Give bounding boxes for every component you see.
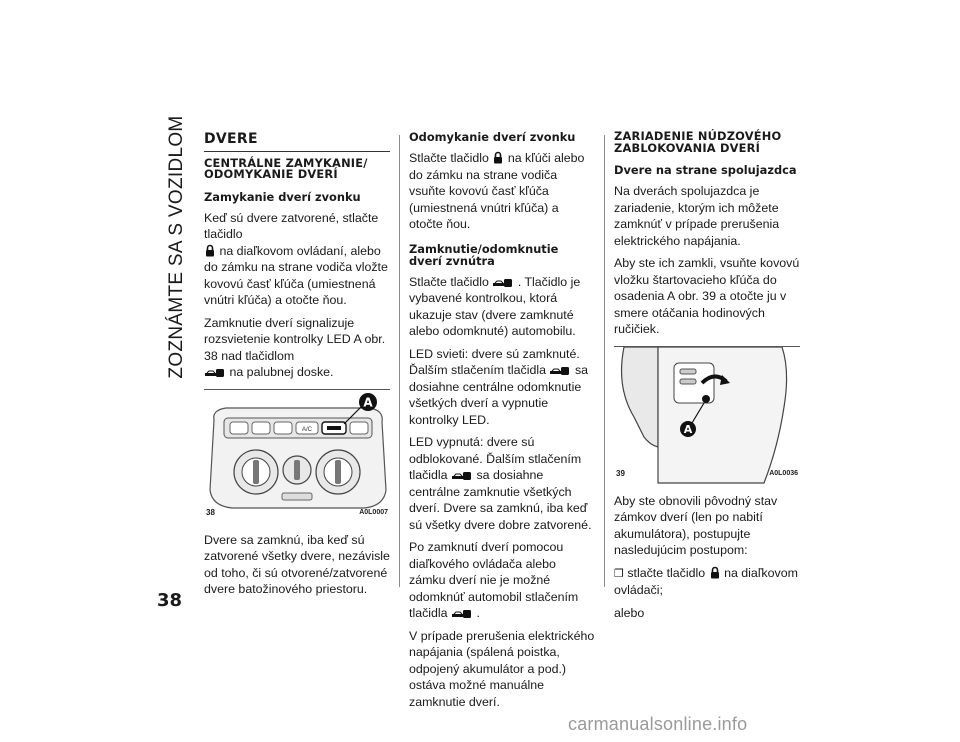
figure-number: 38 — [206, 508, 215, 517]
paragraph: Na dverách spolujazdca je zariadenie, ktorým ich môžete zamknúť v prípade prerušenia elektrického napájania. — [614, 184, 780, 248]
column-divider — [399, 135, 400, 587]
page-number: 38 — [157, 590, 183, 611]
subsection-heading: CENTRÁLNE ZAMYKANIE/ ODOMYKANIE DVERÍ — [204, 155, 368, 181]
paragraph: Aby ste ich zamkli, vsuňte kovovú vložku štartovacieho kľúča do osadenia A obr. 39 a otočte ju v smere otáčania hodinových ručičiek. — [614, 256, 800, 336]
paragraph: LED vypnutá: dvere sú odblokované. Ďalším stlačením tlačidla sa dosiahne centrálne zamknutie všetkých dverí. Dvere sa zamknú, iba keď sú všetky dvere dobre zatvorené. — [409, 435, 592, 532]
callout-a-label: A — [683, 422, 693, 436]
lock-icon — [205, 244, 215, 257]
lock-icon — [493, 151, 503, 164]
paragraph: LED svieti: dvere sú zamknuté. Ďalším stlačením tlačidla sa dosiahne centrálne odomknutie všetkých dverí a vypnutie kontrolky LED. — [409, 346, 589, 427]
paragraph: alebo — [614, 605, 645, 620]
callout-a-label: A — [363, 395, 373, 409]
paragraph: Aby ste obnovili pôvodný stav zámkov dverí (len po nabití akumulátora), postupujte nasledujúcim postupom: — [614, 493, 778, 557]
figure-38-dashboard — [204, 389, 390, 524]
bullet-item: ❒ stlačte tlačidlo na diaľkovom ovládači; — [614, 565, 798, 597]
paragraph: Stlačte tlačidlo . Tlačidlo je vybavené kontrolkou, ktorá ukazuje stav (dvere zamknuté alebo odomknuté) automobilu. — [409, 274, 581, 338]
watermark: carmanualsonline.info — [568, 714, 748, 734]
topic-heading: Zamykanie dverí zvonku — [204, 189, 361, 204]
paragraph: V prípade prerušenia elektrického napájania (spálená poistka, odpojený akumulátor a pod.) ostáva možné manuálne zamknutie dverí. — [409, 628, 595, 709]
topic-heading: Dvere na strane spolujazdca — [614, 163, 797, 177]
figure-code: A0L0007 — [359, 509, 388, 516]
column-2 — [409, 131, 595, 716]
bullet-mark: ❒ — [614, 567, 624, 580]
car-lock-icon — [550, 366, 570, 376]
car-lock-icon — [205, 368, 225, 378]
paragraph: Po zamknutí dverí pomocou diaľkového ovládača alebo zámku dverí nie je možné odomknúť automobil stlačením tlačidla . — [409, 540, 579, 620]
side-chapter-title-text: ZOZNÁMTE SA S VOZIDLOM — [166, 115, 187, 379]
door-illustration — [614, 347, 800, 485]
ac-button-label: A/C — [301, 426, 313, 433]
car-lock-icon — [452, 471, 472, 481]
lock-icon — [710, 566, 720, 579]
car-lock-icon — [452, 609, 472, 619]
dashboard-illustration — [204, 390, 390, 524]
column-divider — [604, 135, 605, 587]
topic-heading: Zamknutie/odomknutie dverí zvnútra — [409, 241, 559, 268]
section-heading: DVERE — [204, 131, 390, 152]
paragraph: Keď sú dvere zatvorené, stlačte tlačidlo na diaľkovom ovládaní, alebo do zámku na strane vodiča vložte kovovú časť kľúča (umiestnená vnútri kľúča) a otočte ňou. — [204, 210, 388, 307]
topic-heading: Odomykanie dverí zvonku — [409, 130, 576, 144]
figure-39-door-lock — [614, 346, 800, 485]
figure-code: A0L0036 — [769, 470, 798, 477]
paragraph: Stlačte tlačidlo na kľúči alebo do zámku na strane vodiča vsuňte kovovú časť kľúča (umiestnená vnútri kľúča) a otočte ňou. — [409, 151, 585, 231]
figure-number: 39 — [616, 469, 625, 478]
column-3 — [614, 131, 800, 627]
paragraph: Zamknutie dverí signalizuje rozsvietenie kontrolky LED A obr. 38 nad tlačidlom na palubnej doske. — [204, 315, 386, 379]
car-lock-icon — [493, 278, 513, 288]
subsection-heading: ZARIADENIE NÚDZOVÉHO ZABLOKOVANIA DVERÍ — [614, 129, 782, 155]
side-chapter-title — [162, 115, 192, 379]
paragraph: Dvere sa zamknú, iba keď sú zatvorené všetky dvere, nezávisle od toho, či sú otvorené/zatvorené dvere batožinového priestoru. — [204, 532, 390, 596]
column-1 — [204, 131, 390, 604]
